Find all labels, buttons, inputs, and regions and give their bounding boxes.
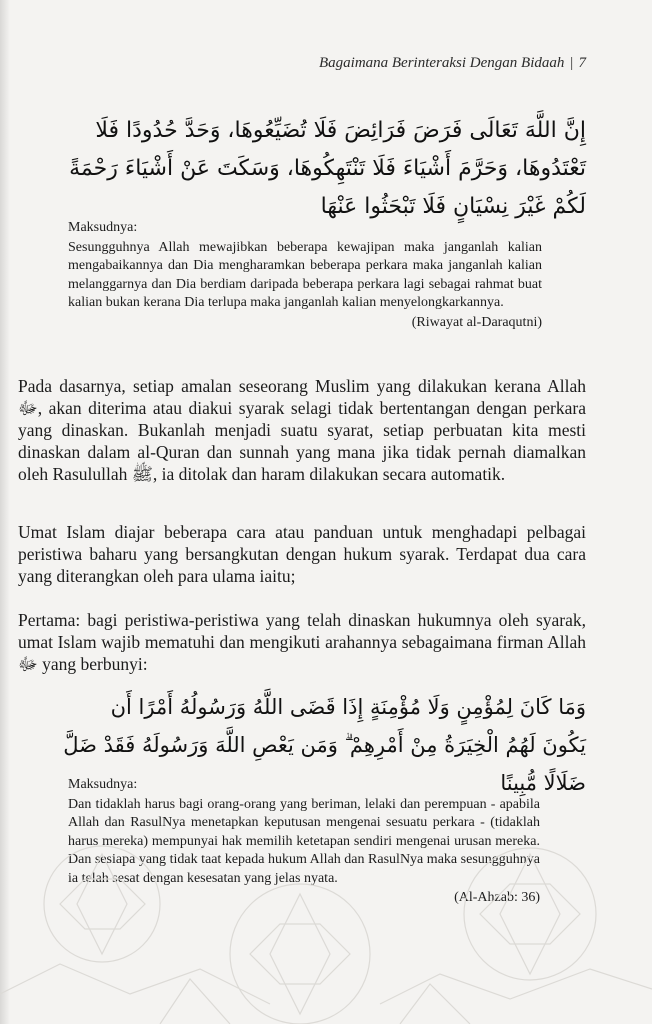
- header-title: Bagaimana Berinteraksi Dengan Bidaah: [318, 55, 565, 71]
- arabic-hadith-text: إِنَّ اللَّهَ تَعَالَى فَرَضَ فَرَائِضَ فَلَا تُضَيِّعُوهَا، وَحَدَّ حُدُودًا فَلَا تَعْتَدُوهَا، وَحَرَّمَ أَشْيَاءَ فَلَا تَنْتَهِكُوهَا، وَسَكَتَ عَنْ أَشْيَاءَ رَحْمَةً لَكُمْ غَيْرَ نِسْيَانٍ فَلَا تَبْحَثُوا عَنْهَا: [69, 118, 586, 219]
- translation-block-hadith: [68, 219, 542, 332]
- decorative-geometric-pattern: [0, 764, 652, 1024]
- hadith-source: (Riwayat al-Daraqutni): [411, 314, 542, 330]
- body-paragraph-2: Umat Islam diajar beberapa cara atau panduan untuk menghadapi pelbagai peristiwa baharu yang bersangkutan dengan hukum syarak. Terdapat dua cara yang diterangkan oleh para ulama iaitu;: [18, 522, 586, 586]
- running-header: [260, 55, 586, 72]
- body-paragraph-1: Pada dasarnya, setiap amalan seseorang Muslim yang dilakukan kerana Allah ﷻ, akan diterima atau diakui syarak selagi tidak bertentangan dengan perkara yang dinaskan. Bukanlah menjadi suatu syarat, setiap perbuatan kita mesti dinaskan dalam al-Quran dan sunnah yang mana jika tidak pernah diamalkan oleh Rasulullah ﷺ, ia ditolak dan haram dilakukan secara automatik.: [18, 376, 586, 484]
- page-number: 7: [578, 55, 586, 71]
- translation-text: Dan tidaklah harus bagi orang-orang yang beriman, lelaki dan perempuan - apabila Allah dan RasulNya menetapkan keputusan mengenai sesuatu perkara - (tidaklah harus mereka) mempunyai hak memilih ketetapan sendiri mengenai urusan mereka. Dan sesiapa yang tidak taat kepada hukum Allah dan RasulNya maka sesungguhnya ia telah sesat dengan kesesatan yang jelas nyata.: [68, 796, 540, 886]
- translation-text: Sesungguhnya Allah mewajibkan beberapa kewajipan maka janganlah kalian mengabaikannya dan Dia mengharamkan beberapa perkara maka janganlah kalian melanggarnya dan Dia berdiam daripada beberapa perkara lagi sebagai rahmat buat kalian bukan kerana Dia terlupa maka janganlah kalian menyelongkarkannya.: [68, 239, 542, 310]
- translation-label: Maksudnya:: [68, 220, 138, 235]
- verse-source: (Al-Ahzab: 36): [454, 890, 540, 905]
- arabic-quran-verse: وَمَا كَانَ لِمُؤْمِنٍ وَلَا مُؤْمِنَةٍ إِذَا قَضَى اللَّهُ وَرَسُولُهُ أَمْرًا أَن يَكُونَ لَهُمُ الْخِيَرَةُ مِنْ أَمْرِهِمْ ۗ وَمَن يَعْصِ اللَّهَ وَرَسُولَهُ فَقَدْ ضَلَّ ضَلَالًا مُّبِينًا: [63, 695, 586, 795]
- body-paragraph-3: Pertama: bagi peristiwa-peristiwa yang telah dinaskan hukumnya oleh syarak, umat Islam wajib mematuhi dan mengikuti arahannya sebagaimana firman Allah ﷻ yang berbunyi:: [18, 610, 586, 674]
- header-separator: |: [569, 55, 574, 71]
- translation-label: Maksudnya:: [68, 777, 138, 792]
